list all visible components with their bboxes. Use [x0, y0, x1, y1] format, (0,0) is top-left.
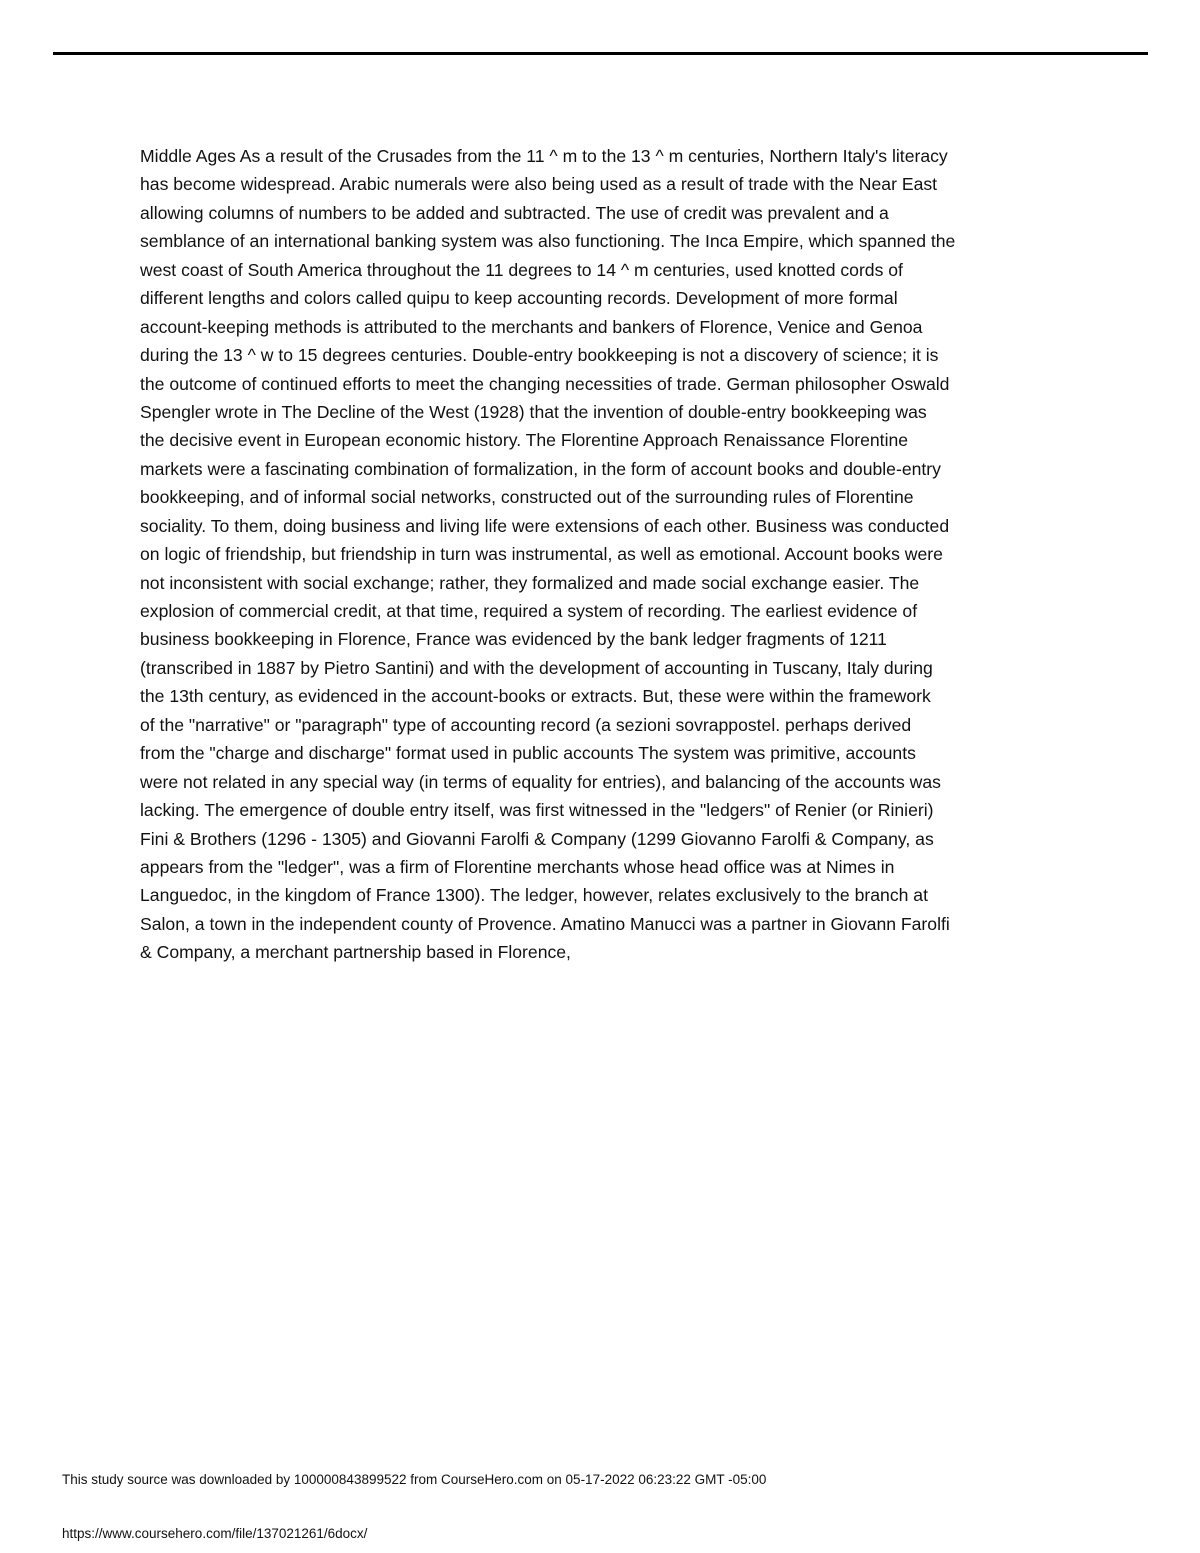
body-line: semblance of an international banking system was also functioning. The Inca Empire, which spanned the	[140, 231, 956, 252]
body-line: markets were a fascinating combination of formalization, in the form of account books and double-entry	[140, 458, 941, 479]
body-line: the 13th century, as evidenced in the account-books or extracts. But, these were within the framework	[140, 686, 931, 707]
body-line: were not related in any special way (in terms of equality for entries), and balancing of the accounts was	[140, 771, 941, 792]
body-line: sociality. To them, doing business and living life were extensions of each other. Business was conducted	[140, 515, 950, 536]
body-line: Fini & Brothers (1296 - 1305) and Giovanni Farolfi & Company (1299 Giovanno Farolfi & Company, as	[140, 828, 934, 849]
body-line: (transcribed in 1887 by Pietro Santini) and with the development of accounting in Tuscany, Italy during	[140, 657, 933, 678]
source-url[interactable]: https://www.coursehero.com/file/137021261/6docx/	[62, 1526, 368, 1541]
top-horizontal-rule	[53, 52, 1148, 55]
body-line: allowing columns of numbers to be added and subtracted. The use of credit was prevalent and a	[140, 202, 889, 223]
body-line: appears from the "ledger", was a firm of Florentine merchants whose head office was at Nimes in	[140, 856, 895, 877]
body-line: different lengths and colors called quipu to keep accounting records. Development of more formal	[140, 288, 898, 309]
body-line: lacking. The emergence of double entry itself, was first witnessed in the "ledgers" of Renier (or Rinieri)	[140, 800, 934, 821]
body-line: not inconsistent with social exchange; rather, they formalized and made social exchange easier. The	[140, 572, 920, 593]
body-line: the outcome of continued efforts to meet the changing necessities of trade. German philosopher Oswald	[140, 373, 950, 394]
body-line: on logic of friendship, but friendship in turn was instrumental, as well as emotional. Account books were	[140, 544, 943, 565]
body-line: bookkeeping, and of informal social networks, constructed out of the surrounding rules of Florentine	[140, 487, 914, 508]
body-line: Salon, a town in the independent county of Provence. Amatino Manucci was a partner in Giovann Farolfi	[140, 913, 950, 934]
body-line: west coast of South America throughout the 11 degrees to 14 ^ m centuries, used knotted cords of	[140, 259, 903, 280]
body-line: Spengler wrote in The Decline of the West (1928) that the invention of double-entry bookkeeping was	[140, 401, 927, 422]
body-line: explosion of commercial credit, at that time, required a system of recording. The earliest evidence of	[140, 601, 918, 621]
body-line: business bookkeeping in Florence, France was evidenced by the bank ledger fragments of 1211	[140, 629, 887, 650]
body-line: account-keeping methods is attributed to the merchants and bankers of Florence, Venice and Genoa	[140, 316, 923, 337]
document-body	[140, 142, 1060, 967]
body-line: during the 13 ^ w to 15 degrees centuries. Double-entry bookkeeping is not a discovery of science; it is	[140, 345, 939, 366]
body-line: of the "narrative" or "paragraph" type of accounting record (a sezioni sovrappostel. perhaps derived	[140, 714, 912, 735]
download-source-note: This study source was downloaded by 100000843899522 from CourseHero.com on 05-17-2022 06:23:22 GMT -05:00	[62, 1472, 767, 1487]
body-line: has become widespread. Arabic numerals were also being used as a result of trade with the Near East	[140, 174, 938, 195]
body-line: Languedoc, in the kingdom of France 1300). The ledger, however, relates exclusively to the branch at	[140, 885, 928, 906]
body-line: Middle Ages As a result of the Crusades from the 11 ^ m to the 13 ^ m centuries, Northern Italy's literacy	[140, 146, 948, 166]
body-line: the decisive event in European economic history. The Florentine Approach Renaissance Florentine	[140, 430, 909, 451]
body-line: from the "charge and discharge" format used in public accounts The system was primitive, accounts	[140, 743, 916, 764]
body-line: & Company, a merchant partnership based in Florence,	[140, 942, 571, 963]
